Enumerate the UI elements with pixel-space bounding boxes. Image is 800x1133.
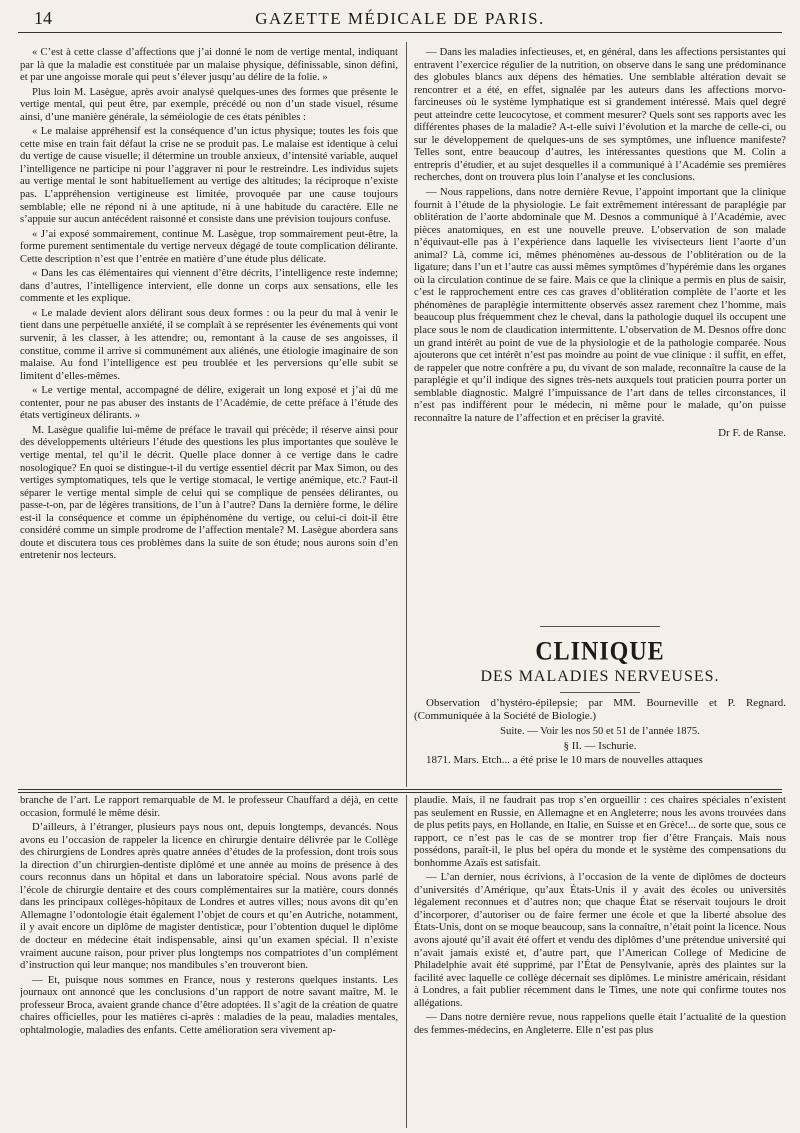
column-bottom-left [20, 795, 398, 1130]
paragraph: « C’est à cette classe d’affections que j’ai donné le nom de vertige mental, indiquant par là que la maladie est constituée par un malaise physique, définissable, sinon défini, et par une angoisse morale qui peut s’élever jusqu’au délire de la folie. » [20, 47, 398, 84]
paragraph: « Le malade devient alors délirant sous deux formes : ou la peur du mal à venir le tient dans une perpétuelle anxiété, il se complaît à se représenter les événements qui vont survenir, à les classer, à les attendre; ou, remontant à la cause de ses angoisses, il constitue, comme il arrive si communément aux aliénés, une étiologie imaginaire de son malaise. Au fond l’intelligence est peu troublée et les perversions qu’elle subit se limitent d’elles-mêmes. [20, 307, 398, 382]
paragraph: — Dans notre dernière revue, nous rappelions quelle était l’actualité de la question des femmes-médecins, en Angleterre. Elle n’est pas plus [414, 1012, 786, 1036]
paragraph: M. Lasègue qualifie lui-même de préface le travail qui précède; il réserve ainsi pour des développements ultérieurs l’étude des questions les plus importantes que soulève le vertige mental, tel qu’il le décrit. Quelle place donner à ce vertige dans le cadre nosologique? En quoi se distingue-t-il du vertige essentiel décrit par Max Simon, ou des vertiges symptomatiques, tels que le vertige stomacal, le vertige anémique, etc.? Faut-il séparer le vertige mental simple de celui qui se complique de pensées délirantes, ou passe-t-on, par de légères transitions, de l’un à l’autre? Dans la dernière forme, le délire est-il la conséquence et comme un épiphénomène du vertige, ou celui-ci doit-il être considéré comme un simple prodrome de l’affection mentale? M. Lasègue abordera sans doute et discutera tous ces problèmes dans la suite de son étude; nous aurons soin d’en entretenir nos lecteurs. [20, 424, 398, 562]
paragraph: « Le malaise appréhensif est la conséquence d’un ictus physique; toutes les fois que cette mise en train fait défaut la crise ne se produit pas. Le malaise est identique à celui du vertige de cause visuelle; il détermine un trouble anxieux, d’intensité variable, auquel l’intelligence ne participe ni pour l’aggraver ni pour le restreindre. Les individus sujets au vertige mental le sont habituellement au vertige des altitudes; la réciproque n’existe pas. L’appréhension vertigineuse est limitée, provoquée par une cause toujours semblable; elle ne répond ni à une aptitude, ni à une habitude du caractère. Elle ne s’appuie sur aucun antécédent raisonné et consiste dans une prévision toujours confuse. [20, 126, 398, 226]
paragraph: — Nous rappelions, dans notre dernière Revue, l’appoint important que la clinique fournit à l’étude de la physiologie. Le fait extrêmement intéressant de paraplégie par oblitération de l’aorte abdominale que M. Desnos a communiqué à l’Académie, avec pièces anatomiques, en est une nouvelle preuve. L’observation de son malade n’équivaut-elle pas à l’expérience dans laquelle les vivisecteurs lient l’aorte d’un animal? Là, comme ici, mêmes phénomènes au-dessous de l’oblitération ou de la ligature; dans l’un et l’autre cas aussi mêmes symptômes d’hypérémie dans les organes où la circulation continue de se faire. Mais ce que la clinique a permis en plus de saisir, c’est le rapprochement entre ces cas graves d’oblitération complète de l’aorte et les phénomènes de paraplégie intermittente observés assez rarement chez l’homme, mais beaucoup plus fréquemment chez le cheval, dans la pathologie duquel ils occupent une place sous le nom de claudication intermittente. L’observation de M. Desnos offre donc un grand intérêt au point de vue de la physiologie et de la pathologie comparée. Nous ajouterons que cet intérêt n’est pas moindre au point de vue clinique : il suffit, en effet, de rappeler que notre confrère a pu, du vivant de son malade, reconnaître la cause de la paraplégie et qu’il indique des signes très-nets auxquels tout praticien pourra porter un semblable diagnostic. Malgré l’impuissance de l’art dans de telles circonstances, il n’est pas indifférent pour le médecin, ni même pour le malade, qu’on puisse reconnaître la nature de l’affection et en préciser la gravité. [414, 187, 786, 424]
paragraph: — Dans les maladies infectieuses, et, en général, dans les affections persistantes qui entravent l’exercice régulier de la nutrition, on observe dans le sang une prédominance des globules blancs aux dépens des hématies. Une semblable altération devait se rencontrer et a été, en effet, signalée par les auteurs dans les affections morvo-farcineuses où le système lymphatique est si grandement intéressé. Mais quel degré peut atteindre cette leucocytose, et comment mesurer? Quels sont ses rapports avec les différentes phases de la maladie? A-t-elle suivi l’évolution et la marche de celle-ci, ou sur le développement de quelques-uns de ses symptômes, une influence manifeste? Telles sont, entre beaucoup d’autres, les intéressantes questions que M. Colin a entrepris d’étudier, et au sujet desquelles il a communiqué à l’Académie ses premières recherches, dont on trouvera plus loin l’analyse et les conclusions. [414, 47, 786, 184]
section-title: CLINIQUE [535, 637, 665, 667]
case-date-line: 1871. Mars. Etch... a été prise le 10 mars de nouvelles attaques [426, 754, 703, 766]
column-divider [406, 795, 407, 1128]
section-rule [560, 692, 640, 693]
column-top-right [414, 47, 786, 623]
subsection-heading: § II. — Ischurie. [563, 740, 637, 752]
page-header [18, 6, 782, 33]
observation-heading: Observation d’hystéro-épilepsie; par MM. Bourneville et P. Regnard. (Communiquée à la Société de Biologie.) [414, 697, 786, 722]
paragraph: — L’an dernier, nous écrivions, à l’occasion de la vente de diplômes de docteurs d’universités d’Amérique, qu’aux États-Unis il y avait des écoles ou universités légalement reconnues et d’autres non; que chaque État se réservait toujours le droit d’incorporer, d’autoriser ou de faire fermer une école et que la liberté absolue des États-Unis, dont on se moque beaucoup, sans la connaître, n’était point la licence. Nous avons ajouté qu’il avait été offert et vendu des diplômes d’une prétendue université qui n’avait jamais existé et, d’autre part, que l’American College of Medicine de Philadelphie avait été supprimé, par l’État de Pensylvanie, après des plaintes sur la facilité avec laquelle ce collège décernait ses diplômes. Le ministre américain, résidant à Londres, a fait publier récemment dans le Times, une note qui confirme toutes nos allégations. [414, 872, 786, 1009]
paragraph: « Le vertige mental, accompagné de délire, exigerait un long exposé et j’ai dû me contenter, pour ne pas abuser des instants de l’Académie, de cette préface à l’étude des états vertigineux délirants. » [20, 385, 398, 422]
paragraph: branche de l’art. Le rapport remarquable de M. le professeur Chauffard a déjà, en cette occasion, formulé le même désir. [20, 795, 398, 819]
horizontal-divider [18, 789, 782, 793]
column-divider [406, 42, 407, 787]
column-bottom-right [414, 795, 786, 1130]
author-signature: Dr F. de Ranse. [718, 427, 786, 440]
paragraph: D’ailleurs, à l’étranger, plusieurs pays nous ont, depuis longtemps, devancés. Nous avons eu l’occasion de rappeler la licence en chirurgie dentaire délivrée par le Collège des chirurgiens de Londres après quatre années d’études de la profession, dont trois sous la direction d’un chirurgien-dentiste diplômé et une année au moins de présence à des cours reconnus dans un hôpital et dans un laboratoire spécial. Nous avons parlé de l’école de chirurgie dentaire et des cours complémentaires sur la matière, cours donnés dans les principaux collèges-hôpitaux de Londres et autres villes; nous avons dit qu’en Allemagne l’odontologie était également l’objet de cours et qu’en Autriche, notamment, il y avait encore un diplôme de magister dentisticæ, pour l’obtention duquel le diplôme de docteur en médecine était indispensable, ainsi qu’un examen spécial. Il n’existe vraiment aucune raison, pour priver plus longtemps nos compatriotes d’un complément d’instruction qui leur manque; nos mandibules s’en trouveront bien. [20, 822, 398, 972]
journal-title: GAZETTE MÉDICALE DE PARIS. [255, 9, 545, 28]
section-rule [540, 626, 660, 627]
continuation-note: Suite. — Voir les nos 50 et 51 de l’année 1875. [500, 726, 700, 737]
paragraph: — Et, puisque nous sommes en France, nous y resterons quelques instants. Les journaux ont annoncé que les conclusions d’un rapport de notre savant maître, M. le professeur Broca, avaient grande chance d’être adoptées. Il s’agit de la création de quatre chaires officielles, pour les matières ci-après : maladies de la peau, maladies mentales, ophtalmologie, maladies des enfants. Cette amélioration sera vivement ap- [20, 974, 398, 1036]
paragraph: « Dans les cas élémentaires qui viennent d’être décrits, l’intelligence reste indemne; dans d’autres, l’intelligence intervient, elle donne un corps aux sensations, elle les commente et les explique. [20, 268, 398, 305]
section-subtitle: DES MALADIES NERVEUSES. [480, 668, 720, 685]
clinique-section [414, 626, 786, 786]
paragraph: « J’ai exposé sommairement, continue M. Lasègue, trop sommairement peut-être, la forme purement sentimentale du vertige nerveux dégagé de toute complication délirante. Cette description n’est que l’entrée en matière d’une étude plus délicate. [20, 228, 398, 265]
page-number: 14 [34, 8, 52, 28]
paragraph: Plus loin M. Lasègue, après avoir analysé quelques-unes des formes que présente le vertige mental, qui peut être, par exemple, précédé ou non d’un stade visuel, résume ainsi, d’une manière générale, la séméiologie de ces états pénibles : [20, 86, 398, 123]
column-top-left [20, 47, 398, 767]
paragraph: plaudie. Mais, il ne faudrait pas trop s’en orgueillir : ces chaires spéciales n’existent pas seulement en Russie, en Allemagne et en Angleterre; nous les avons trouvées dans de plus petits pays, en Hollande, en Italie, en Suisse et en Grèce!... de sorte que, sous ce rapport, ce n’est pas le cas de se montrer trop fier d’être Français. Mais nous possédons, paraît-il, le plus bel opéra du monde et le système des compensations du bonhomme Azaïs est satisfait. [414, 795, 786, 869]
